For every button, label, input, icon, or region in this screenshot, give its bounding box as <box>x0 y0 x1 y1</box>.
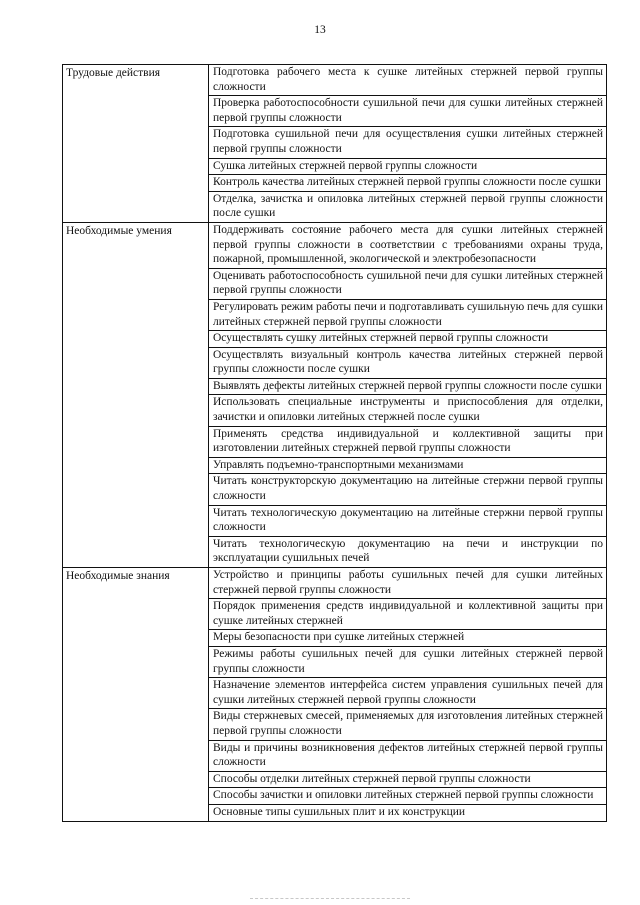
scan-artifact-line <box>250 898 410 899</box>
section-item-cell <box>209 268 607 299</box>
table-row <box>63 222 607 268</box>
section-item-text: Читать конструкторскую документацию на литейные стержни первой группы сложности <box>213 475 603 503</box>
section-item-cell <box>209 158 607 175</box>
section-item-cell <box>209 347 607 378</box>
section-item-text: Режимы работы сушильных печей для сушки литейных стержней первой группы сложности <box>213 647 603 675</box>
section-item-cell <box>209 96 607 127</box>
section-item-cell <box>209 771 607 788</box>
section-item-cell <box>209 804 607 821</box>
section-item-text: Читать технологическую документацию на литейные стержни первой группы сложности <box>213 506 603 534</box>
section-item-text: Сушка литейных стержней первой группы сложности <box>213 159 478 172</box>
section-item-text: Регулировать режим работы печи и подготавливать сушильную печь для сушки литейных стержней первой группы сложности <box>213 300 603 328</box>
section-item-cell <box>209 331 607 348</box>
section-item-cell <box>209 426 607 457</box>
section-item-text: Контроль качества литейных стержней первой группы сложности после сушки <box>213 176 601 189</box>
section-item-cell <box>209 191 607 222</box>
section-item-cell <box>209 474 607 505</box>
section-item-text: Устройство и принципы работы сушильных печей для сушки литейных стержней первой группы сложности <box>213 569 603 596</box>
section-item-text: Основные типы сушильных плит и их конструкции <box>213 805 466 818</box>
section-item-cell <box>209 395 607 426</box>
section-item-text: Подготовка сушильной печи для осуществления сушки литейных стержней первой группы сложности <box>213 128 603 155</box>
qualification-table-body <box>63 65 607 822</box>
section-item-text: Применять средства индивидуальной и коллективной защиты при изготовлении литейных стержней первой группы сложности <box>213 427 603 455</box>
section-item-text: Отделка, зачистка и опиловка литейных стержней первой группы сложности после сушки <box>213 192 603 220</box>
section-item-cell <box>209 378 607 395</box>
section-item-cell <box>209 222 607 268</box>
table-row <box>63 568 607 599</box>
qualification-table <box>62 64 607 822</box>
section-item-cell <box>209 740 607 771</box>
section-label: Необходимые знания <box>63 568 209 822</box>
section-label: Необходимые умения <box>63 222 209 567</box>
section-item-cell <box>209 646 607 677</box>
section-item-text: Управлять подъемно-транспортными механизмами <box>213 458 464 471</box>
section-item-text: Порядок применения средств индивидуальной и коллективной защиты при сушке литейных стержней <box>213 600 603 627</box>
section-item-cell <box>209 678 607 709</box>
section-item-cell <box>209 788 607 805</box>
section-item-cell <box>209 630 607 647</box>
section-item-text: Подготовка рабочего места к сушке литейных стержней первой группы сложности <box>213 66 603 93</box>
section-item-text: Осуществлять визуальный контроль качества литейных стержней первой группы сложности после сушки <box>213 348 603 376</box>
section-item-cell <box>209 457 607 474</box>
section-item-cell <box>209 175 607 192</box>
section-item-text: Осуществлять сушку литейных стержней первой группы сложности <box>213 332 549 345</box>
section-item-cell <box>209 709 607 740</box>
section-item-text: Поддерживать состояние рабочего места для сушки литейных стержней первой группы сложности в соответствии с требованиями охраны труда, пожарной, промышленной, экологической и электробезопасности <box>213 223 603 266</box>
section-item-text: Оценивать работоспособность сушильной печи для сушки литейных стержней первой группы сложности <box>213 269 603 297</box>
section-item-text: Назначение элементов интерфейса систем управления сушильных печей для сушки литейных стержней первой группы сложности <box>213 679 603 706</box>
section-item-text: Выявлять дефекты литейных стержней первой группы сложности после сушки <box>213 379 602 392</box>
section-item-cell <box>209 65 607 96</box>
section-item-text: Виды и причины возникновения дефектов литейных стержней первой группы сложности <box>213 741 603 769</box>
section-item-cell <box>209 505 607 536</box>
section-item-text: Меры безопасности при сушке литейных стержней <box>213 631 465 644</box>
section-item-text: Читать технологическую документацию на печи и инструкции по эксплуатации сушильных печей <box>213 537 603 565</box>
table-row <box>63 65 607 96</box>
section-item-cell <box>209 599 607 630</box>
section-item-cell <box>209 299 607 330</box>
section-item-cell <box>209 127 607 158</box>
section-item-text: Способы отделки литейных стержней первой группы сложности <box>213 772 531 785</box>
section-label: Трудовые действия <box>63 65 209 223</box>
section-item-text: Виды стержневых смесей, применяемых для изготовления литейных стержней первой группы сложности <box>213 710 603 737</box>
section-item-text: Способы зачистки и опиловки литейных стержней первой группы сложности <box>213 789 594 802</box>
page-number: 13 <box>314 24 326 36</box>
section-item-text: Проверка работоспособности сушильной печи для сушки литейных стержней первой группы сложности <box>213 97 603 124</box>
section-item-cell <box>209 568 607 599</box>
section-item-text: Использовать специальные инструменты и приспособления для отделки, зачистки и опиловки литейных стержней после сушки <box>213 396 603 424</box>
section-item-cell <box>209 536 607 567</box>
